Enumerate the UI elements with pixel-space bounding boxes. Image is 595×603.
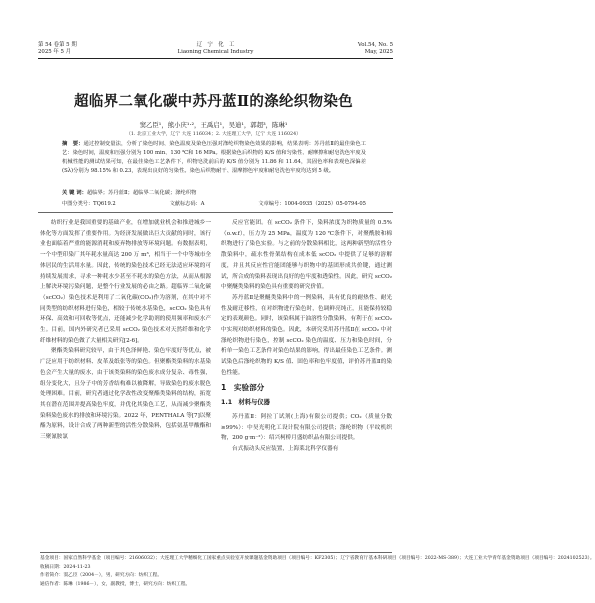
journal-name-en: Liaoning Chemical Industry (177, 49, 254, 55)
body-paragraph: 纺织行业是我国重要的基础产业，在增加就业机会和推进城乡一体化等方面发挥了重要作用。为经济发展做出巨大贡献的同时，该行业也面临着严重的能源消耗和废弃物排放等环境问题。有数据表明，一个中型印染厂其年耗水量高达 200 万 m³，相当于一个中等城市全体居民的生活用水量。因此，传统的染色技术已经无法适应环境的可持续发展需求，寻求一种耗水少甚至不耗水的染色方法，从而从根源上解决环境污染问题，是整个行业发展的必由之路。超临界二氧化碳（scCO₂）染色技术是利用了二氧化碳(CO₂)作为溶剂，在其中对不同类型的纺织材料进行染色，相较于传统水基染色，scCO₂ 染色具有环保、高效和可回收等优点，还能减少化学助剂的使用频率和废水产生。目前，国内外研究者已采用 scCO₂ 染色技术对天然纤维和化学纤维材料的染色做了大量相关研究[2-6]。 (40, 220, 211, 344)
keywords-label: 关 键 词： (62, 190, 87, 196)
body-column-right (221, 218, 392, 455)
subsection-heading: 1.1 材料与仪器 (221, 399, 270, 407)
journal-name-cn: 辽 宁 化 工 (196, 42, 235, 48)
abstract-label: 摘 要： (62, 141, 84, 147)
body-paragraph: 反应官能团。在 scCO₂ 条件下，染料浓度为织物质量的 0.5%（o.w.f），压力为 25 MPa，温度为 120 ℃条件下，对聚酰胺和棉织物进行了染色实验。与之前的分散染料相比，这两种新型的活性分散染料中，疏水性骨架结构在成本低 scCO₂ 中提供了足够的溶解度，并且其反应性官能团能够与织物中的基团形成共价键，通过测试，所合成的染料表现出良好的色牢度和透染性。因此，研究 scCO₂ 中聚醚类染料的染色具有重要的研究价值。 (221, 220, 392, 291)
volume-issue-cn: 第 54 卷第 5 期 (38, 42, 77, 48)
section-heading: 1 实验部分 (221, 382, 265, 392)
footnote-funding: 基金项目：国家自然科学基金（项目编号：21606032）；大连理工大学精细化工国家重点实验室开放课题基金资助项目（项目编号：KF2305）；辽宁省教育厅基本科研项目（项目编号：2022-MS-389）；大连工业大学青年基金资助项目（项目编号：2024102523）。 (40, 556, 595, 561)
body-paragraph: 聚酯类染料研究较早，由于其色泽鲜艳、染色牢度好等优点，被广泛应用于纺织材料、皮革及纸张等的染色。但聚酯类染料的水基染色会产生大量的废水，由于该类染料的染色废水成分复杂、毒性强，组分变化大，且分子中的芳香结构难以被降解，导致染色的废水脱色处理困难。目前，研究者通过化学改性改变聚酯类染料的结构，拓宽其在潜在范围并提高染色牢度，并优化其染色工艺，从而减少聚酯类染料染色废水的排放和环境污染。2022 年，PENTHALA 等[7]以聚酯为原料，设计合成了两种新型的活性分散染料，包括氨基甲酸酯和三聚氰胺氯 (40, 348, 211, 441)
metadata-rule (38, 212, 393, 213)
document-code: 文献标志码：A (169, 201, 205, 207)
issue-date-en: May, 2025 (364, 49, 393, 55)
header-rule (38, 58, 393, 59)
article-title: 超临界二氧化碳中苏丹蓝Ⅱ的涤纶织物染色 (74, 93, 353, 110)
footnote-received: 收稿日期：2024-11-23 (40, 564, 91, 570)
article-number: 文章编号：1004-0935（2025）05-0794-05 (258, 201, 366, 207)
keywords-text: 超临界；苏丹蓝Ⅱ；超临界二氧化碳；涤纶织物 (86, 190, 197, 196)
keywords (62, 188, 366, 196)
footnote-rule (40, 552, 392, 553)
abstract (62, 140, 366, 176)
author-list: 窦乙臣¹，熊小庆¹·²，王禹启¹，吴迪¹，郭超³，陈琳¹ (139, 121, 288, 129)
body-column-left (40, 218, 211, 443)
article-metadata (62, 200, 366, 207)
footnotes (40, 555, 595, 589)
body-paragraph: 苏丹蓝Ⅱ：阿拉丁试剂(上海)有限公司提供；CO₂（质量分数≥99%）：中昊光明化工设计院有限公司提供；涤纶织物（平纹机织物，200 g·m⁻²）：绍兴柯桥月盛纺织品有限公司提供。 (221, 413, 392, 442)
footnote-author-bio: 作者简介：窦乙臣（2004－），男，研究方向：纺织工程。 (40, 573, 163, 578)
abstract-text: 通过控制变量法，分析了染色时间、染色温度及染色压强对涤纶织物染色效果的影响，结果表明：苏丹蓝Ⅱ的最佳染色工艺：染色时间，温度和压强分别为 100 min、130 ℃和 16 MPa。根据染色后织物的 K/S 值和匀染性、耐摩擦和耐皂洗色牢度及机械性能的测试结果可知，在最佳染色工艺条件下，织物皂洗前后的 K/S 值分别为 11.86 和 11.64，其固色率和表观色深偏差(Sλ)分别为 98.15% 和 0.23，表现出良好的匀染性。染色后织物耐干、湿摩擦色牢度和耐皂洗色牢度均达到 5 级。 (62, 141, 366, 174)
affiliations: （1. 北京工业大学，辽宁 大连 116034；2. 大连理工大学，辽宁 大连 116024） (126, 132, 301, 137)
body-paragraph: 苏丹蓝Ⅱ是聚醚类染料中的一例染料，具有优良的耐热性、耐光性及耐迁移性，在对织物进行染色时，色调鲜亮纯正，且能保持较稳定的表观颜色。同时，该染料属于油溶性分散染料，有利于在 scCO₂ 中实现对纺织材料的染色。因此，本研究采用苏丹蓝Ⅱ在 scCO₂ 中对涤纶织物进行染色，控制 scCO₂ 染色的温度、压力和染色时间，分析单一染色工艺条件对染色结果的影响，得出最佳染色工艺条件。测试染色后涤纶织物的 K/S 值、固色率和色牢度值，评价苏丹蓝Ⅱ的染色性能。 (221, 294, 392, 376)
issue-date-cn: 2025 年 5 月 (38, 49, 72, 55)
clc-number: 中图分类号：TQ619.2 (62, 201, 116, 207)
body-paragraph: 台式振动头反应装置，上海莱北科学仪器有 (232, 446, 339, 453)
running-header (38, 42, 393, 59)
volume-issue-en: Vol.54, No. 5 (357, 42, 393, 48)
footnote-corresponding: 通信作者：陈琳（1986－），女，副教授，博士，研究方向：纺织工程。 (40, 581, 191, 587)
